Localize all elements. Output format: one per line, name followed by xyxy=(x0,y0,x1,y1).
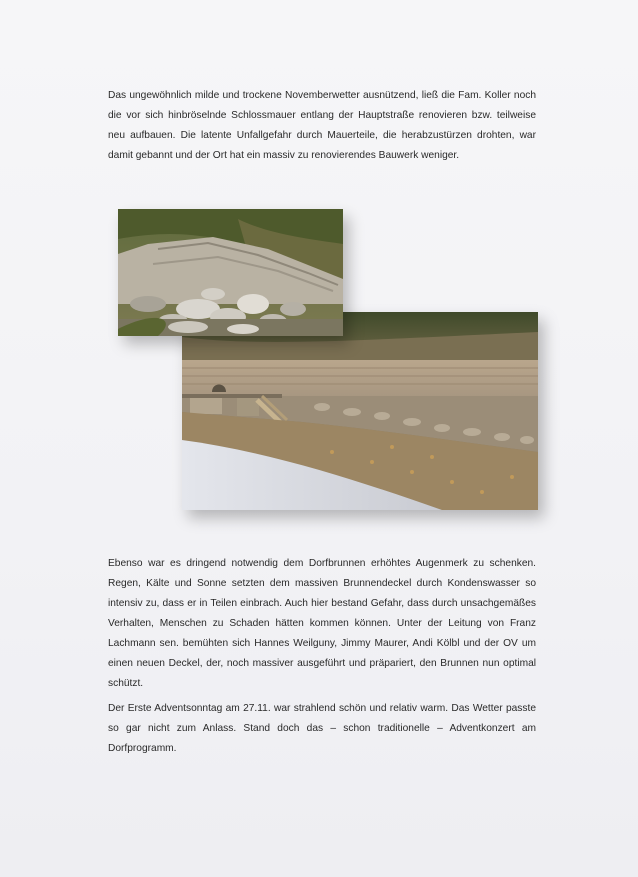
paragraph-wall-renovation: Das ungewöhnlich milde und trockene Novemberwetter ausnützend, ließ die Fam. Koller noch die vor sich hinbröselnde Schlossmauer entlang der Hauptstraße renovieren bzw. teilweise neu aufbauen. Die latente Unfallgefahr durch Mauerteile, die herabzustürzen drohten, war damit gebannt und der Ort hat ein massiv zu renovierendes Bauwerk weniger. xyxy=(108,90,536,161)
photo-renovated-wall xyxy=(182,312,538,510)
photo-wall-rubble xyxy=(118,209,343,336)
paragraph-advent-sunday: Der Erste Adventsonntag am 27.11. war strahlend schön und relativ warm. Das Wetter passte so gar nicht zum Anlass. Stand doch das – schon traditionelle – Adventkonzert am Dorfprogramm. xyxy=(108,703,536,754)
paragraph-village-fountain: Ebenso war es dringend notwendig dem Dorfbrunnen erhöhtes Augenmerk zu schenken. Regen, Kälte und Sonne setzten dem massiven Brunnendeckel durch Kondenswasser so intensiv zu, dass er in Teilen einbrach. Auch hier bestand Gefahr, dass durch unsachgemäßes Verhalten, Menschen zu Schaden hätten kommen können. Unter der Leitung von Franz Lachmann sen. bemühten sich Hannes Weilguny, Jimmy Maurer, Andi Kölbl und der OV um einen neuen Deckel, der, noch massiver ausgeführt und präpariert, den Brunnen nun optimal schützt. xyxy=(108,558,536,689)
